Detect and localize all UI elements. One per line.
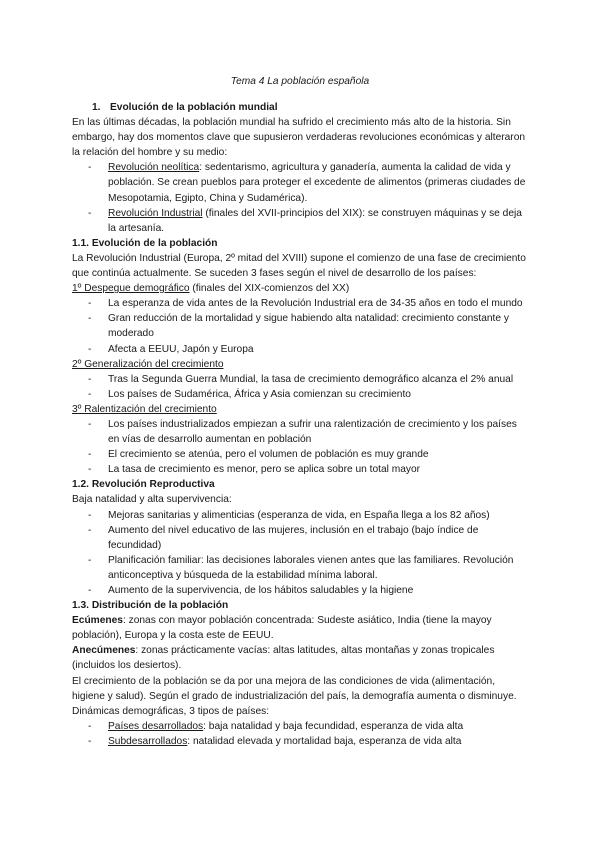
anecumenes-text: : zonas prácticamente vacías: altas latitudes, altas montañas y zonas tropicales (incluidos los desiertos).	[72, 645, 495, 672]
phase-title: 1º Despegue demográfico	[72, 283, 190, 295]
section-1-heading	[72, 100, 530, 115]
list-item	[72, 160, 530, 205]
section-1-2-intro: Baja natalidad y alta supervivencia:	[72, 494, 232, 506]
list-item: - La tasa de crecimiento es menor, pero se aplica sobre un total mayor	[72, 462, 530, 477]
section-1-intro: En las últimas décadas, la población mundial ha sufrido el crecimiento más alto de la historia. Sin embargo, hay dos momentos clave que supusieron verdaderas revoluciones económicas y alteraron la relación del hombre y su medio:	[72, 117, 526, 159]
list-item: - Afecta a EEUU, Japón y Europa	[72, 342, 530, 357]
anecumenes-term: Anecúmenes	[72, 645, 136, 657]
ecumenes-term: Ecúmenes	[72, 615, 123, 627]
item-text: : sedentarismo, agricultura y ganadería, aumenta la calidad de vida y población. Se crean pueblos para proteger el excedente de alimentos (primeras ciudades de Mesopotamia, Egipto, China y Sudamérica).	[108, 162, 526, 204]
list-item: - Mejoras sanitarias y alimenticias (esperanza de vida, en España llega a los 82 años)	[72, 508, 530, 523]
section-1-1-intro: La Revolución Industrial (Europa, 2º mitad del XVIII) supone el comienzo de una fase de crecimiento que continúa actualmente. Se suceden 3 fases según el nivel de desarrollo de los países:	[72, 252, 526, 280]
phase-2-label	[72, 357, 530, 372]
list-item: - Los países de Sudamérica, África y Asia comienzan su crecimiento	[72, 387, 530, 402]
ecumenes-paragraph	[72, 613, 530, 643]
section-title: Evolución de la población mundial	[110, 102, 278, 113]
document-title: Tema 4 La población española	[230, 76, 370, 87]
section-1-2-heading: 1.2. Revolución Reproductiva	[72, 479, 215, 491]
item-text: (finales del XVII-principios del XIX): se construyen máquinas y se deja la artesanía.	[108, 207, 522, 234]
section-1-list	[72, 160, 530, 235]
term: Revolución Industrial	[108, 207, 203, 219]
list-item	[72, 206, 530, 236]
phase-suffix: (finales del XIX-comienzos del XX)	[189, 283, 350, 295]
item-text: : natalidad elevada y mortalidad baja, esperanza de vida alta	[187, 735, 462, 747]
list-item: - Planificación familiar: las decisiones laborales vienen antes que las familiares. Revolución anticonceptiva y búsqueda de la estabilidad mínima laboral.	[72, 553, 530, 583]
list-item: - Aumento de la supervivencia, de los hábitos saludables y la higiene	[72, 583, 530, 598]
list-item	[72, 719, 530, 734]
ecumenes-text: : zonas con mayor población concentrada: Sudeste asiático, India (tiene la mayoy población), Europa y la costa este de EEUU.	[72, 615, 492, 642]
section-1-2-list	[72, 508, 530, 599]
list-item: - Los países industrializados empiezan a sufrir una ralentización de crecimiento y los países en vías de desarrollo aumentan en población	[72, 417, 530, 447]
phase-2-list	[72, 372, 530, 402]
phase-3-label	[72, 402, 530, 417]
item-text: : baja natalidad y baja fecundidad, esperanza de vida alta	[203, 720, 464, 732]
section-1-3-heading: 1.3. Distribución de la población	[72, 600, 229, 612]
phase-1-list	[72, 296, 530, 356]
section-number: 1.	[92, 102, 101, 113]
section-1-3-paragraph: El crecimiento de la población se da por una mejora de las condiciones de vida (alimentación, higiene y salud). Según el grado de industrialización del país, la demografía aumenta o disminuye. Dinámicas demográficas, 3 tipos de países:	[72, 675, 517, 717]
list-item: - Aumento del nivel educativo de las mujeres, inclusión en el trabajo (bajo índice de fecundidad)	[72, 523, 530, 553]
section-1-1-heading: 1.1. Evolución de la población	[72, 237, 218, 249]
list-item: - Tras la Segunda Guerra Mundial, la tasa de crecimiento demográfico alcanza el 2% anual	[72, 372, 530, 387]
phase-title: 3º Ralentización del crecimiento	[72, 403, 217, 415]
term: Subdesarrollados	[108, 735, 188, 747]
anecumenes-paragraph	[72, 643, 530, 673]
term: Revolución neolítica	[108, 162, 200, 174]
list-item: - Gran reducción de la mortalidad y sigue habiendo alta natalidad: crecimiento constante y moderado	[72, 311, 530, 341]
phase-3-list	[72, 417, 530, 477]
section-1-3-list	[72, 719, 530, 749]
phase-title: 2º Generalización del crecimiento	[72, 358, 224, 370]
list-item: - El crecimiento se atenúa, pero el volumen de población es muy grande	[72, 447, 530, 462]
list-item: - La esperanza de vida antes de la Revolución Industrial era de 34-35 años en todo el mundo	[72, 296, 530, 311]
phase-1-label	[72, 281, 530, 296]
term: Países desarrollados	[108, 720, 204, 732]
list-item	[72, 734, 530, 749]
document-body	[72, 100, 530, 749]
